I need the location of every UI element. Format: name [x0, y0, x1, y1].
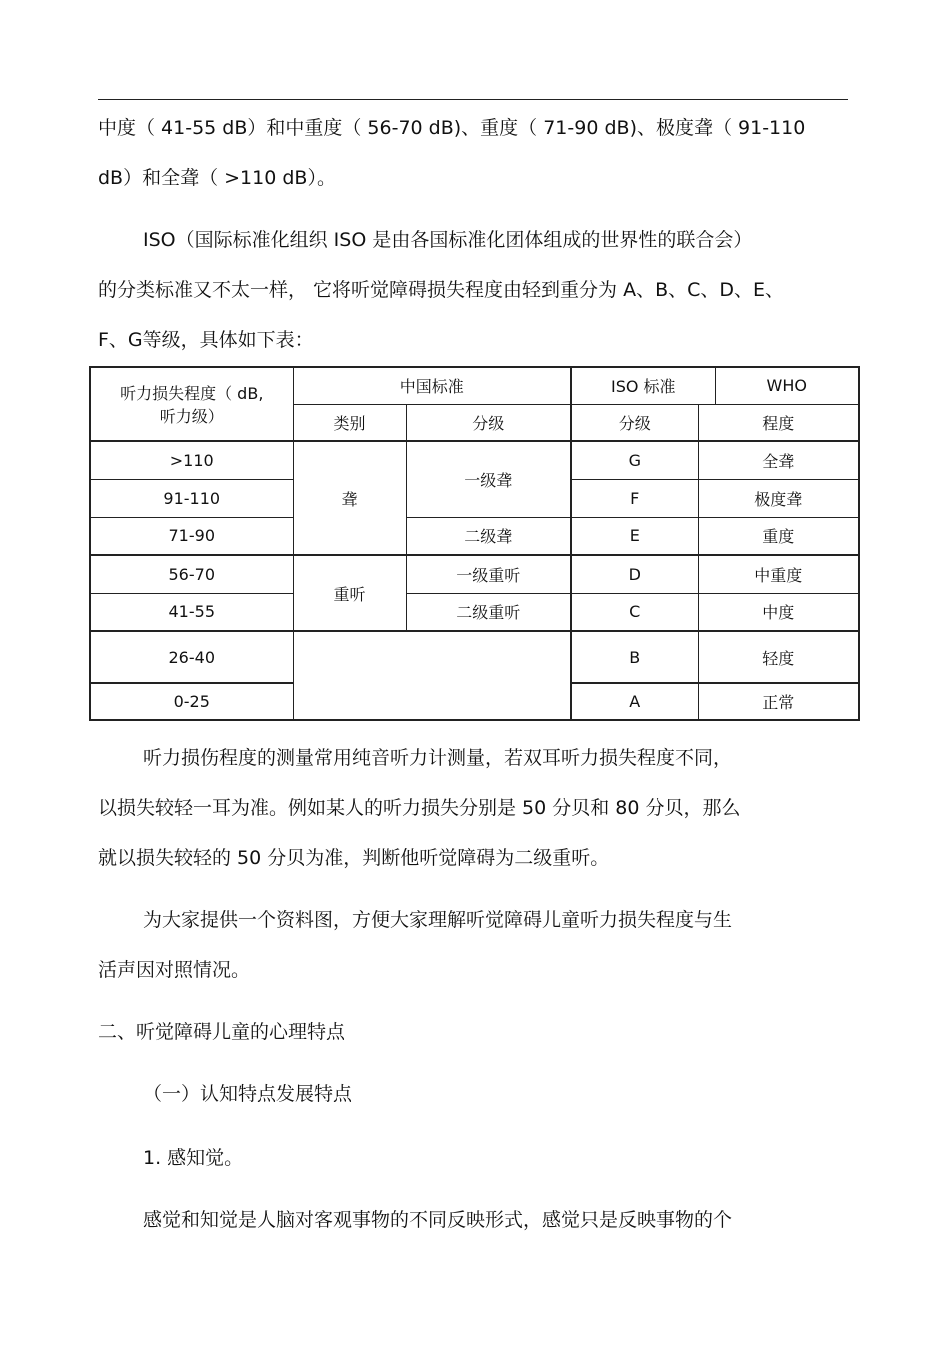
cell-grade-deaf-2: 二级聋 — [406, 517, 571, 555]
cell-iso-grade: A — [571, 683, 698, 720]
header-degree: 程度 — [698, 404, 859, 441]
paragraph-line: 以损失较轻一耳为准。例如某人的听力损失分别是 50 分贝和 80 分贝，那么 — [98, 797, 741, 819]
paragraph-line: ISO（国际标准化组织 ISO 是由各国标准化团体组成的世界性的联合会） — [143, 229, 753, 251]
subsection-heading: （一）认知特点发展特点 — [143, 1083, 353, 1105]
cell-iso-grade: C — [571, 593, 698, 631]
paragraph-line: 中度（ 41-55 dB）和中重度（ 56-70 dB)、重度（ 71-90 dB)、极度聋（ 91-110 — [98, 117, 806, 139]
cell-grade-deaf-1: 一级聋 — [406, 441, 571, 517]
cell-who-degree: 中度 — [698, 593, 859, 631]
cell-iso-grade: E — [571, 517, 698, 555]
cell-category-deaf: 聋 — [293, 441, 406, 555]
cell-category-hard-of-hearing: 重听 — [293, 555, 406, 631]
paragraph-line: 就以损失较轻的 50 分贝为准，判断他听觉障碍为二级重听。 — [98, 847, 610, 869]
header-iso-standard: ISO 标准 — [571, 367, 715, 404]
header-iso-grade: 分级 — [571, 404, 698, 441]
paragraph-line: 听力损伤程度的测量常用纯音听力计测量，若双耳听力损失程度不同， — [143, 747, 733, 769]
header-rule — [98, 99, 848, 100]
cell-who-degree: 轻度 — [698, 631, 859, 683]
row-range: 26-40 — [90, 631, 293, 683]
item-heading: 1. 感知觉。 — [143, 1147, 244, 1169]
row-range: 41-55 — [90, 593, 293, 631]
header-china-standard: 中国标准 — [293, 367, 571, 404]
cell-iso-grade: D — [571, 555, 698, 593]
cell-grade-hoh-2: 二级重听 — [406, 593, 571, 631]
paragraph-line: 活声因对照情况。 — [98, 959, 251, 981]
section-heading: 二、听觉障碍儿童的心理特点 — [98, 1021, 346, 1043]
row-range: 71-90 — [90, 517, 293, 555]
cell-iso-grade: F — [571, 479, 698, 517]
cell-iso-grade: G — [571, 441, 698, 479]
cell-who-degree: 极度聋 — [698, 479, 859, 517]
paragraph-line: dB）和全聋（ >110 dB）。 — [98, 167, 336, 189]
header-hearing-loss-degree: 听力损失程度（ dB, 听力级） — [90, 367, 293, 441]
header-who: WHO — [715, 367, 859, 404]
cell-who-degree: 重度 — [698, 517, 859, 555]
row-range: 91-110 — [90, 479, 293, 517]
hearing-loss-table — [89, 366, 860, 721]
cell-grade-hoh-1: 一级重听 — [406, 555, 571, 593]
paragraph-line: 的分类标准又不太一样， 它将听觉障碍损失程度由轻到重分为 A、B、C、D、E、 — [98, 279, 785, 301]
row-range: 0-25 — [90, 683, 293, 720]
paragraph-line: F、G等级，具体如下表： — [98, 329, 314, 351]
cell-who-degree: 正常 — [698, 683, 859, 720]
paragraph-line: 为大家提供一个资料图，方便大家理解听觉障碍儿童听力损失程度与生 — [143, 909, 733, 931]
cell-iso-grade: B — [571, 631, 698, 683]
cell-who-degree: 全聋 — [698, 441, 859, 479]
row-range: 56-70 — [90, 555, 293, 593]
header-category: 类别 — [293, 404, 406, 441]
cell-empty — [293, 631, 571, 720]
row-range: >110 — [90, 441, 293, 479]
header-grade: 分级 — [406, 404, 571, 441]
paragraph-line: 感觉和知觉是人脑对客观事物的不同反映形式，感觉只是反映事物的个 — [143, 1209, 733, 1231]
cell-who-degree: 中重度 — [698, 555, 859, 593]
